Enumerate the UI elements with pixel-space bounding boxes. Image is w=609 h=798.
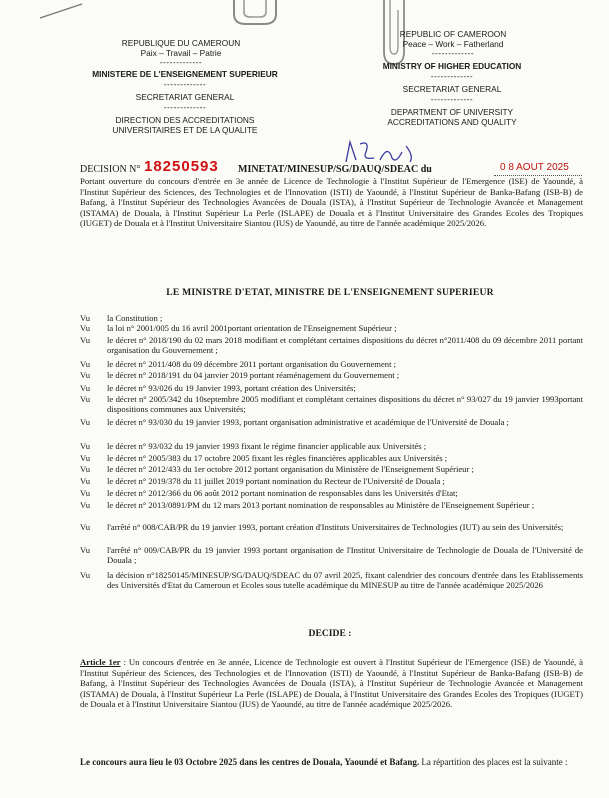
list-item: Vu le décret n° 93/032 du 19 janvier 1993 fixant le régime financier applicable aux Universités ; — [80, 441, 427, 451]
list-item: Vu la décision n°18250145/MINESUP/SG/DAUQ/SDEAC du 07 avril 2025, fixant calendrier des concours d'entrée dans les Etablissements des Universités d'Etat du Cameroun et Ecoles sous tutelle académique du MINESUP au titre de l'année académique 2025/2026 — [80, 570, 583, 591]
decision-label: DECISION N° — [80, 164, 141, 175]
separator: ------------- — [163, 101, 207, 112]
separator: ------------- — [431, 48, 475, 59]
closing-bold: Le concours aura lieu le 03 Octobre 2025 dans les centres de Douala, Yaoundé et Bafang. — [80, 757, 420, 767]
header-left — [96, 39, 266, 68]
ministry-en: MINISTRY OF HIGHER EDUCATION — [382, 61, 522, 71]
ministry-fr: MINISTERE DE L'ENSEIGNEMENT SUPERIEUR — [92, 69, 278, 79]
header-right — [368, 30, 538, 59]
decision-number: 18250593 — [144, 158, 219, 175]
date-stamp: 0 8 AOUT 2025 — [500, 162, 569, 173]
list-item: Vu le décret n° 2005/342 du 10septembre 2005 modifiant et complétant certaines dispositions du décret n° 93/027 du 19 janvier 1993portant dispositions communes aux Universités; — [80, 394, 583, 415]
list-item: Vu la Constitution ; — [80, 313, 163, 323]
list-item: Vu le décret n° 2018/191 du 04 janvier 2019 portant réaménagement du Gouvernement ; — [80, 370, 400, 380]
list-item: Vu le décret n° 2018/190 du 02 mars 2018 modifiant et complétant certaines dispositions du décret n°2011/408 du 09 décembre 2011 portant organisation du Gouvernement ; — [80, 335, 583, 356]
list-item: Vu la loi n° 2001/005 du 16 avril 2001portant orientation de l'Enseignement Supérieur ; — [80, 323, 397, 333]
article-1-label: Article 1er — [80, 657, 121, 667]
secretariat-en: SECRETARIAT GENERAL — [402, 84, 502, 95]
list-item: Vu l'arrêté n° 009/CAB/PR du 19 janvier 1993 portant organisation de l'Institut Universitaire de Technologie de Douala de l'Université de Douala ; — [80, 545, 583, 566]
list-item: Vu le décret n° 2005/383 du 17 octobre 2005 fixant les règles financières applicables aux Universités ; — [80, 453, 448, 463]
separator: ------------- — [430, 93, 474, 104]
decide-heading: DECIDE : — [308, 628, 352, 639]
list-item: Vu le décret n° 93/030 du 19 janvier 1993, portant organisation administrative et académique de l'Université de Douala ; — [80, 417, 509, 427]
article-1-text: : Un concours d'entrée en 3e année, Licence de Technologie est ouvert à l'Institut Supérieur de l'Emergence (ISE) de Yaoundé, à l'Institut Supérieur des Sciences, des Technologies et de l'Innovation (ISTI) de Yaoundé, à l'Institut Supérieur de Banka-Bafang (ISB-B) de Bafang, à l'Institut Supérieur des Technologies Avancées de Douala (ISTA), à l'Institut Supérieur de Technologie Avancée et Management (ISTAMA) de Douala, à l'Institut Supérieur La Perle (ISLAPE) de Douala, à l'Institut Universitaire des Grandes Ecoles des Tropiques (IUGET) de Douala et à l'Institut Universitaire Siantou (IUS) de Yaoundé, au titre de l'année académique 2025/2026. — [80, 657, 584, 710]
ministry-fr-block — [70, 70, 300, 135]
direction-fr-line1: DIRECTION DES ACCREDITATIONS — [115, 115, 255, 126]
separator: ------------- — [430, 70, 474, 81]
list-item: Vu le décret n° 2019/378 du 11 juillet 2019 portant nomination du Recteur de l'Université de Douala ; — [80, 476, 445, 486]
list-item: Vu le décret n° 93/026 du 19 Janvier 1993, portant création des Universités; — [80, 383, 356, 393]
list-item: Vu l'arrêté n° 008/CAB/PR du 19 janvier 1993, portant création d'Instituts Universitaires de Technologies (IUT) au sein des Universités; — [80, 522, 564, 532]
list-item: Vu le décret n° 2012/366 du 06 août 2012 portant nomination de responsables dans les Universités d'Etat; — [80, 488, 458, 498]
article-1 — [80, 657, 583, 710]
secretariat-fr: SECRETARIAT GENERAL — [135, 92, 235, 103]
list-item: Vu le décret n° 2012/433 du 1er octobre 2012 portant organisation du Ministère de l'Enseignement Supérieur ; — [80, 464, 474, 474]
ministry-en-block — [352, 62, 552, 127]
paperclip-icon — [232, 0, 280, 28]
minister-title: LE MINISTRE D'ETAT, MINISTRE DE L'ENSEIGNEMENT SUPERIEUR — [166, 287, 494, 298]
country-fr: REPUBLIQUE DU CAMEROUN — [121, 38, 241, 48]
country-en: REPUBLIC OF CAMEROON — [399, 29, 507, 39]
separator: ------------- — [159, 57, 203, 68]
closing-rest: La répartition des places est la suivante : — [419, 757, 568, 767]
decision-reference: MINETAT/MINESUP/SG/DAUQ/SDEAC du — [238, 164, 432, 175]
department-en-line1: DEPARTMENT OF UNIVERSITY — [390, 107, 514, 118]
decision-subject: Portant ouverture du concours d'entrée en 3e année de Licence de Technologie à l'Institut Supérieur de l'Emergence (ISE) de Yaoundé, à l'Institut Supérieur des Sciences, des Technologies et de l'Innovation (ISTI) de Yaoundé, à l'Institut Supérieur de Banka-Bafang (ISB-B) de Bafang, à l'Institut Supérieur des Technologies Avancées de Douala (ISTA), à l'Institut Supérieur de Technologie Avancée et Management (ISTAMA) de Douala, à l'Institut Supérieur La Perle (ISLAPE) de Douala et à l'Institut Universitaire des Grandes Ecoles des Tropiques (IUGET) de Douala et à l'Institut Universitaire Siantou (IUS) de Yaoundé, au titre de l'année académique 2025/2026. — [80, 176, 583, 229]
motto-fr: Paix – Travail – Patrie — [140, 47, 222, 58]
department-en-line2: ACCREDITATIONS AND QUALITY — [387, 116, 517, 127]
pencil-mark — [36, 0, 86, 22]
list-item: Vu le décret n° 2011/408 du 09 décembre 2011 portant organisation du Gouvernement ; — [80, 359, 397, 369]
direction-fr-line2: UNIVERSITAIRES ET DE LA QUALITE — [112, 124, 258, 135]
separator: ------------- — [163, 78, 207, 89]
motto-en: Peace – Work – Fatherland — [402, 38, 504, 49]
closing-paragraph — [80, 757, 583, 768]
list-item: Vu le décret n° 2013/0891/PM du 12 mars 2013 portant nomination de responsables au Ministère de l'Enseignement Supérieur ; — [80, 500, 535, 510]
